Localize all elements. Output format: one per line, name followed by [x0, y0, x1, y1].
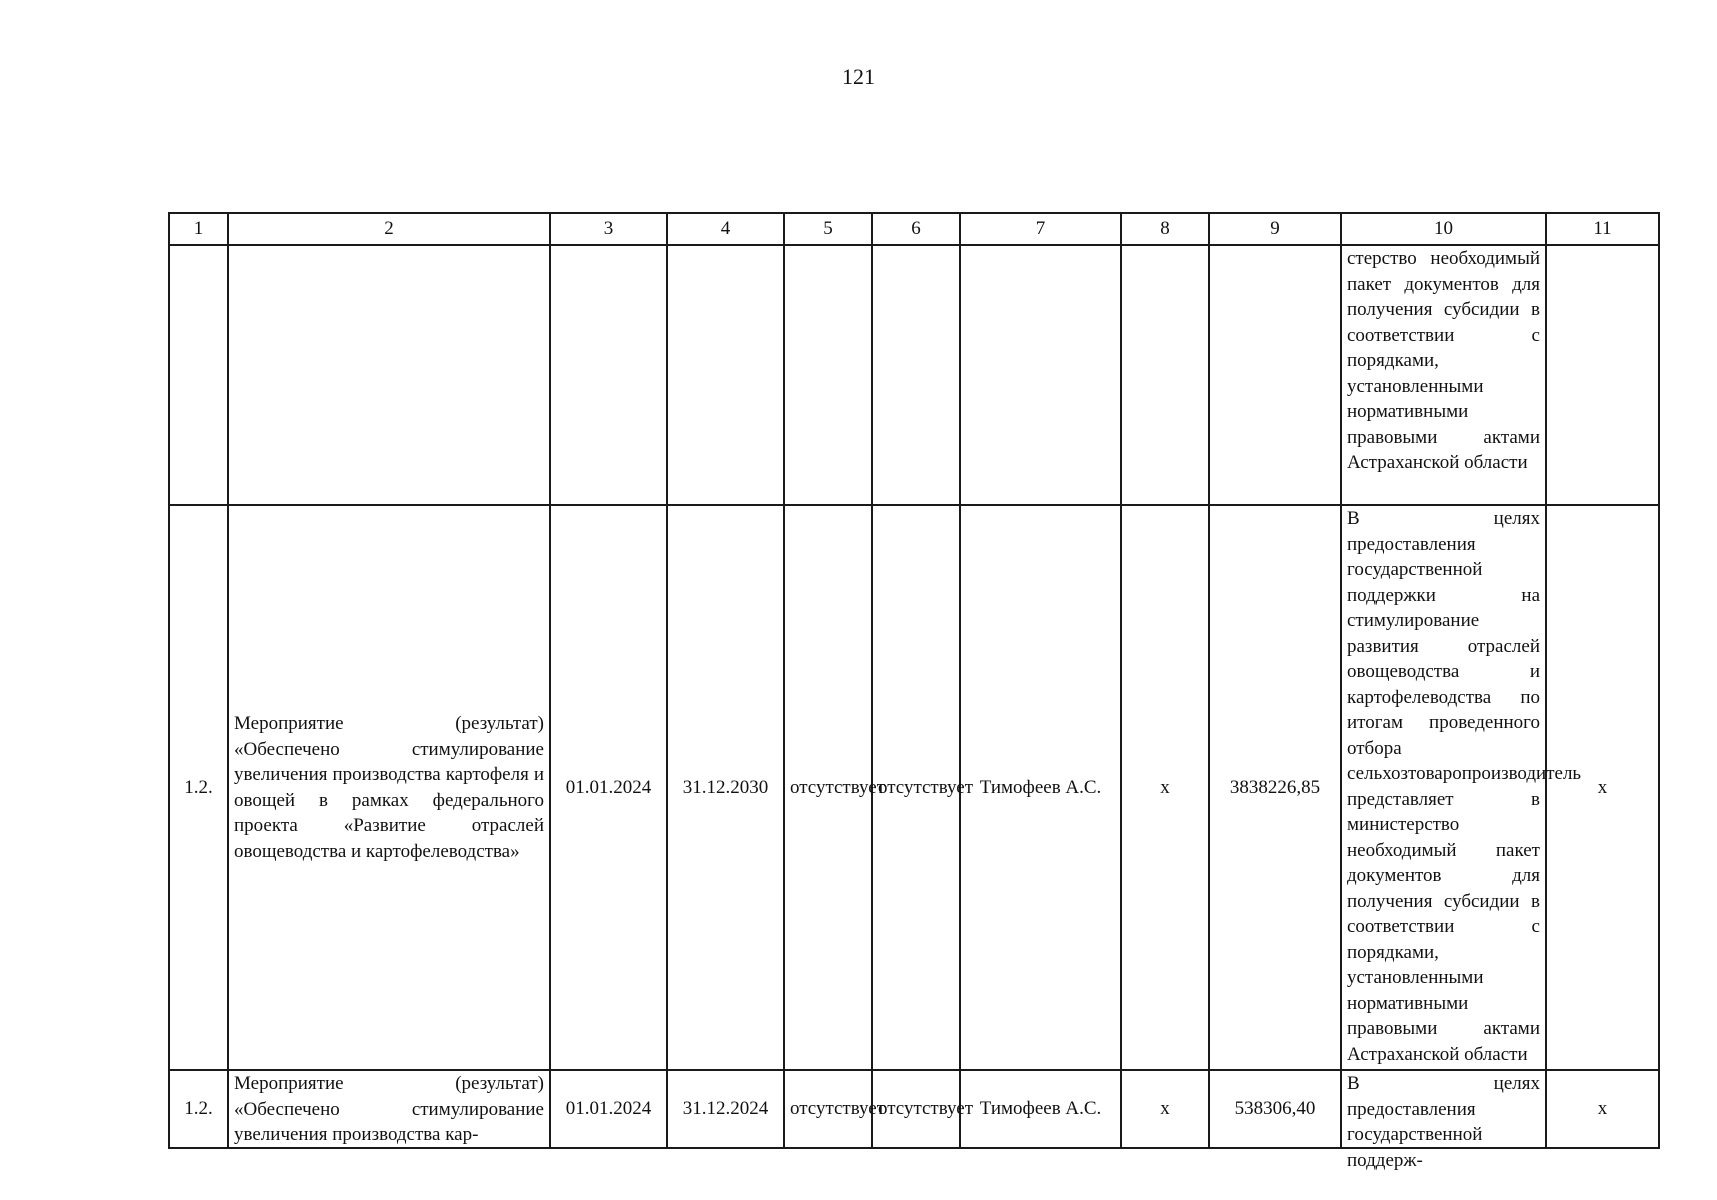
- header-row: [169, 213, 1659, 245]
- responsible-cell: Тимофеев А.С.: [960, 505, 1121, 1070]
- table-cell: [169, 245, 228, 505]
- header-cell-8: 8: [1121, 213, 1209, 245]
- col8-cell: x: [1121, 1070, 1209, 1148]
- header-cell-10: 10: [1341, 213, 1546, 245]
- table-cell: [550, 245, 667, 505]
- table-cell: [784, 245, 872, 505]
- header-cell-3: 3: [550, 213, 667, 245]
- header-cell-5: 5: [784, 213, 872, 245]
- col6-cell: отсутствует: [872, 505, 960, 1070]
- event-cell: Мероприятие (результат) «Обеспечено стимулирование увеличения производства картофеля и овощей в рамках федерального проекта «Развитие отраслей овощеводства и картофелеводства»: [228, 505, 550, 1070]
- start-date-cell: 01.01.2024: [550, 505, 667, 1070]
- table-row: [169, 1070, 1659, 1148]
- header-cell-11: 11: [1546, 213, 1659, 245]
- page-number: 121: [842, 64, 875, 89]
- col11-cell: x: [1546, 505, 1659, 1070]
- continuation-row: [169, 245, 1659, 505]
- col5-cell: отсутствует: [784, 505, 872, 1070]
- table-cell: [228, 245, 550, 505]
- col6-cell: отсутствует: [872, 1070, 960, 1148]
- table-cell: [1546, 245, 1659, 505]
- table-cell: [960, 245, 1121, 505]
- table-cell: [667, 245, 784, 505]
- description-cell: [1341, 1070, 1546, 1171]
- col11-cell: x: [1546, 1070, 1659, 1148]
- table-cell: [1121, 245, 1209, 505]
- responsible-cell: Тимофеев А.С.: [960, 1070, 1121, 1148]
- amount-cell: 3838226,85: [1209, 505, 1341, 1070]
- event-text: Мероприятие (результат) «Обеспечено стимулирование увеличения производства кар-: [234, 1073, 544, 1145]
- header-cell-9: 9: [1209, 213, 1341, 245]
- plan-table: [168, 212, 1660, 1171]
- end-date-cell: 31.12.2024: [667, 1070, 784, 1148]
- event-cell: [228, 1070, 550, 1148]
- row-number-cell: 1.2.: [169, 1070, 228, 1148]
- header-cell-7: 7: [960, 213, 1121, 245]
- col5-cell: отсутствует: [784, 1070, 872, 1148]
- description-cell: стерство необходимый пакет документов для получения субсидии в соответствии с порядками, установленными нормативными правовыми актами Астраханской области: [1341, 245, 1546, 505]
- start-date-cell: 01.01.2024: [550, 1070, 667, 1148]
- table-row: [169, 505, 1659, 1070]
- header-cell-2: 2: [228, 213, 550, 245]
- table-cell: [872, 245, 960, 505]
- description-text: В целях предоставления государственной поддерж-: [1347, 1073, 1540, 1171]
- header-cell-4: 4: [667, 213, 784, 245]
- row-number-cell: 1.2.: [169, 505, 228, 1070]
- header-cell-6: 6: [872, 213, 960, 245]
- col8-cell: x: [1121, 505, 1209, 1070]
- table-cell: [1209, 245, 1341, 505]
- header-cell-1: 1: [169, 213, 228, 245]
- description-cell: В целях предоставления государственной поддержки на стимулирование развития отраслей овощеводства и картофелеводства по итогам проведенного отбора сельхозтоваропроизводитель представляет в министерство необходимый пакет документов для получения субсидии в соответствии с порядками, установленными нормативными правовыми актами Астраханской области: [1341, 505, 1546, 1070]
- end-date-cell: 31.12.2030: [667, 505, 784, 1070]
- amount-cell: 538306,40: [1209, 1070, 1341, 1148]
